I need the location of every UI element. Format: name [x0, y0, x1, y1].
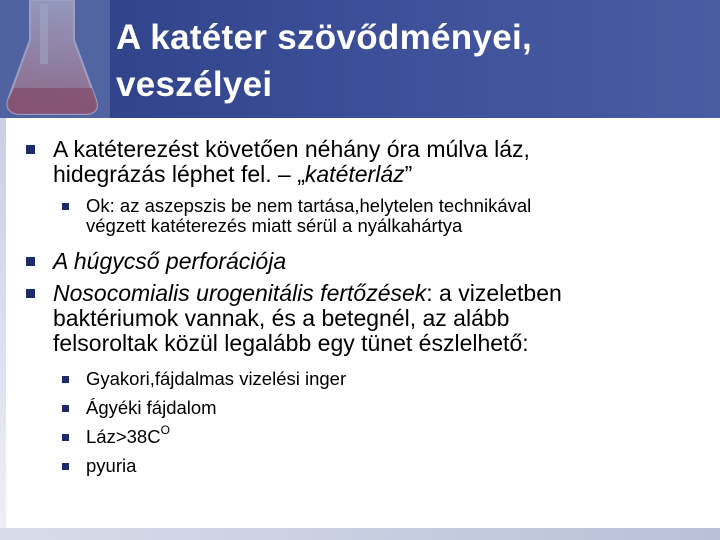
bullet-1-line-1: A katéterezést követően néhány óra múlva láz,: [53, 136, 530, 162]
bullet-2-line-1: [53, 249, 286, 274]
sub-bullet-marker: [62, 376, 69, 383]
bullet-2-italic: A húgycső perforációja: [53, 248, 287, 274]
symptom-3: [86, 423, 170, 447]
bullet-1-line-2: [53, 162, 530, 187]
bullet-3-line-3: felsoroltak közül legalább egy tünet észlelhető:: [53, 330, 529, 356]
bullet-2-text: [53, 249, 286, 274]
symptom-4: pyuria: [86, 455, 137, 476]
title-line-1: A katéter szövődményei,: [116, 18, 533, 57]
bullet-1-line-2-post: ”: [404, 161, 413, 187]
symptom-3-text: Láz>38C: [86, 426, 161, 447]
bullet-1-sub-line-1: Ok: az aszepszis be nem tartása,helytelen technikával: [86, 195, 532, 216]
sub-bullet-marker: [62, 405, 69, 412]
sub-bullet-marker: [62, 434, 69, 441]
title-bar: [0, 0, 720, 118]
bullet-3-italic-term: Nosocomialis urogenitális fertőzések: [53, 280, 427, 306]
symptom-item: [86, 423, 170, 447]
bullet-marker: [26, 257, 35, 266]
flask-icon: [0, 0, 110, 118]
bullet-1-sub-line-2: végzett katéterezés miatt sérül a nyálkahártya: [86, 215, 463, 236]
bullet-marker: [26, 289, 35, 298]
bullet-3-line-2: baktériumok vannak, és a betegnél, az alább: [53, 305, 510, 331]
title-line-2: veszélyei: [116, 65, 273, 104]
bullet-1-text: [53, 137, 530, 187]
slide-title: [116, 14, 706, 108]
symptom-1: Gyakori,fájdalmas vizelési inger: [86, 368, 347, 389]
bullet-1-sub-text: [86, 196, 531, 236]
degree-superscript: O: [160, 423, 170, 437]
sub-bullet-marker: [62, 463, 69, 470]
symptom-2: Ágyéki fájdalom: [86, 397, 217, 418]
bullet-marker: [26, 145, 35, 154]
footer-bar: [0, 528, 720, 540]
bullet-3-line-1-post: : a vizeletben: [426, 280, 562, 306]
bullet-3-text: [53, 281, 562, 356]
symptom-item: [86, 398, 217, 418]
bullet-1-italic-term: katéterláz: [304, 161, 405, 187]
decorative-strip: [0, 118, 6, 540]
symptom-item: [86, 456, 136, 476]
bullet-3-line-1: [53, 281, 562, 306]
sub-bullet-marker: [62, 203, 69, 210]
bullet-1-line-2-pre: hidegrázás léphet fel. – „: [53, 161, 305, 187]
symptom-item: [86, 369, 346, 389]
